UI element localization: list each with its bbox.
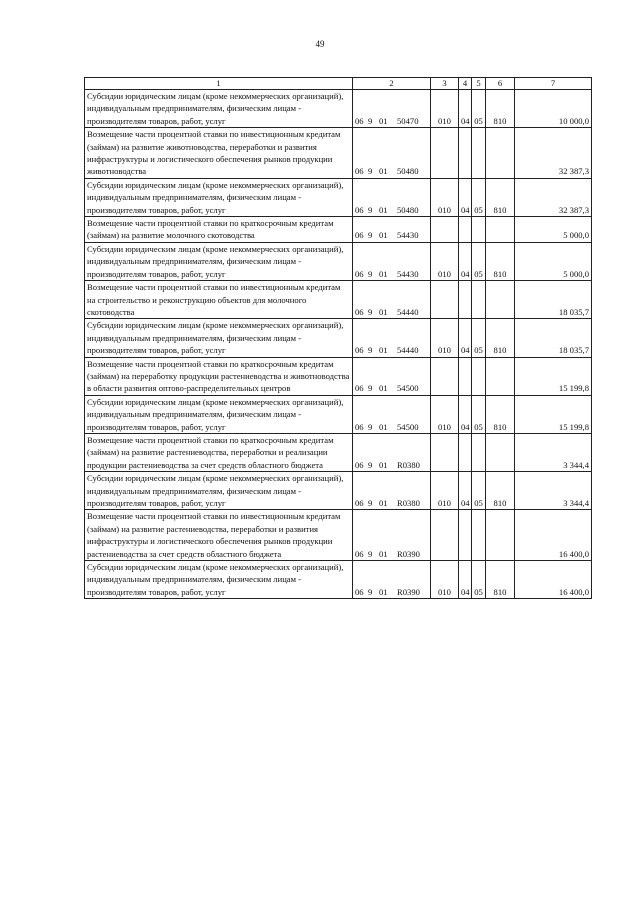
table-row — [85, 217, 592, 243]
row-col-5: 05 — [472, 90, 486, 128]
table-row — [85, 357, 592, 395]
table-row — [85, 281, 592, 319]
row-col-4: 04 — [459, 561, 472, 599]
code-part-4: 54500 — [397, 421, 419, 432]
code-part-3: 01 — [379, 230, 388, 241]
row-col-6 — [486, 281, 515, 319]
code-part-2: 9 — [368, 383, 373, 394]
code-part-3: 01 — [379, 268, 388, 279]
row-name: Субсидии юридическим лицам (кроме некоммерческих организаций), индивидуальным предпринимателям, физическим лицам - производителям товаров, работ, услуг — [85, 472, 353, 510]
code-part-1: 06 — [355, 230, 364, 241]
row-code — [353, 319, 431, 357]
table-row — [85, 319, 592, 357]
row-col-5: 05 — [472, 178, 486, 216]
code-part-2: 9 — [368, 166, 373, 177]
row-amount: 18 035,7 — [515, 319, 592, 357]
row-name: Возмещение части процентной ставки по краткосрочным кредитам (займам) на переработку продукции растениеводства и животноводства в области развития оптово-распределительных центров — [85, 357, 353, 395]
code-part-1: 06 — [355, 459, 364, 470]
code-part-1: 06 — [355, 115, 364, 126]
row-amount: 3 344,4 — [515, 433, 592, 471]
code-part-4: 50480 — [397, 204, 419, 215]
row-amount: 16 400,0 — [515, 510, 592, 561]
row-amount: 16 400,0 — [515, 561, 592, 599]
code-part-1: 06 — [355, 383, 364, 394]
code-part-2: 9 — [368, 459, 373, 470]
code-part-1: 06 — [355, 345, 364, 356]
row-col-5: 05 — [472, 319, 486, 357]
code-part-2: 9 — [368, 548, 373, 559]
row-col-6: 810 — [486, 472, 515, 510]
code-part-1: 06 — [355, 586, 364, 597]
code-part-3: 01 — [379, 306, 388, 317]
code-part-2: 9 — [368, 115, 373, 126]
row-col-4: 04 — [459, 178, 472, 216]
row-col-4 — [459, 217, 472, 243]
row-col-3: 010 — [431, 90, 459, 128]
table-row — [85, 561, 592, 599]
code-part-1: 06 — [355, 548, 364, 559]
code-part-4: R0380 — [397, 459, 420, 470]
row-col-3 — [431, 433, 459, 471]
header-col-2: 2 — [353, 78, 431, 90]
code-part-4: 54430 — [397, 230, 419, 241]
row-amount: 10 000,0 — [515, 90, 592, 128]
code-part-2: 9 — [368, 586, 373, 597]
budget-table — [84, 77, 592, 599]
code-part-2: 9 — [368, 421, 373, 432]
row-col-3: 010 — [431, 395, 459, 433]
code-part-2: 9 — [368, 498, 373, 508]
row-code — [353, 561, 431, 599]
table-row — [85, 395, 592, 433]
row-col-4: 04 — [459, 319, 472, 357]
row-col-3 — [431, 357, 459, 395]
code-part-2: 9 — [368, 345, 373, 356]
code-part-4: R0390 — [397, 548, 420, 559]
row-col-6: 810 — [486, 90, 515, 128]
row-code — [353, 178, 431, 216]
row-col-4 — [459, 281, 472, 319]
row-col-5 — [472, 433, 486, 471]
row-amount: 15 199,8 — [515, 357, 592, 395]
table-row — [85, 90, 592, 128]
row-col-5: 05 — [472, 242, 486, 280]
code-part-1: 06 — [355, 421, 364, 432]
header-col-4: 4 — [459, 78, 472, 90]
row-col-5: 05 — [472, 395, 486, 433]
row-col-3: 010 — [431, 561, 459, 599]
row-code — [353, 242, 431, 280]
row-amount: 18 035,7 — [515, 281, 592, 319]
row-col-6: 810 — [486, 319, 515, 357]
row-col-6 — [486, 128, 515, 179]
code-part-3: 01 — [379, 115, 388, 126]
header-col-1: 1 — [85, 78, 353, 90]
row-amount: 5 000,0 — [515, 242, 592, 280]
row-amount: 32 387,3 — [515, 128, 592, 179]
header-col-6: 6 — [486, 78, 515, 90]
table-row — [85, 178, 592, 216]
row-amount: 15 199,8 — [515, 395, 592, 433]
code-part-4: 50470 — [397, 115, 419, 126]
row-code — [353, 510, 431, 561]
row-amount: 32 387,3 — [515, 178, 592, 216]
code-part-4: 54430 — [397, 268, 419, 279]
row-amount: 3 344,4 — [515, 472, 592, 510]
row-col-5: 05 — [472, 561, 486, 599]
row-col-3 — [431, 510, 459, 561]
row-col-4 — [459, 357, 472, 395]
row-name: Субсидии юридическим лицам (кроме некоммерческих организаций), индивидуальным предпринимателям, физическим лицам - производителям товаров, работ, услуг — [85, 319, 353, 357]
table-row — [85, 472, 592, 510]
row-col-6: 810 — [486, 242, 515, 280]
row-code — [353, 395, 431, 433]
row-code — [353, 472, 431, 510]
table-row — [85, 242, 592, 280]
code-part-1: 06 — [355, 166, 364, 177]
row-col-4: 04 — [459, 90, 472, 128]
table-header-row — [85, 78, 592, 90]
row-col-3: 010 — [431, 472, 459, 510]
code-part-4: R0380 — [397, 498, 420, 508]
code-part-2: 9 — [368, 268, 373, 279]
row-code — [353, 128, 431, 179]
row-name: Возмещение части процентной ставки по инвестиционным кредитам на строительство и реконструкцию объектов для молочного скотоводства — [85, 281, 353, 319]
row-amount: 5 000,0 — [515, 217, 592, 243]
code-part-1: 06 — [355, 498, 364, 508]
row-code — [353, 433, 431, 471]
row-col-4 — [459, 510, 472, 561]
row-name: Субсидии юридическим лицам (кроме некоммерческих организаций), индивидуальным предпринимателям, физическим лицам - производителям товаров, работ, услуг — [85, 90, 353, 128]
row-col-5 — [472, 357, 486, 395]
row-col-4: 04 — [459, 472, 472, 510]
row-col-5 — [472, 217, 486, 243]
row-col-5 — [472, 128, 486, 179]
code-part-4: 54440 — [397, 345, 419, 356]
code-part-4: 54500 — [397, 383, 419, 394]
row-name: Возмещение части процентной ставки по инвестиционным кредитам (займам) на развитие животноводства, переработки и развития инфраструктуры и логистического обеспечения рынков продукции животноводства — [85, 128, 353, 179]
row-col-4 — [459, 433, 472, 471]
row-col-4: 04 — [459, 242, 472, 280]
row-col-6 — [486, 433, 515, 471]
code-part-3: 01 — [379, 548, 388, 559]
code-part-4: 50480 — [397, 166, 419, 177]
code-part-3: 01 — [379, 204, 388, 215]
code-part-2: 9 — [368, 306, 373, 317]
code-part-2: 9 — [368, 204, 373, 215]
code-part-1: 06 — [355, 204, 364, 215]
code-part-3: 01 — [379, 421, 388, 432]
table-row — [85, 128, 592, 179]
row-name: Субсидии юридическим лицам (кроме некоммерческих организаций), индивидуальным предпринимателям, физическим лицам - производителям товаров, работ, услуг — [85, 242, 353, 280]
row-col-6: 810 — [486, 561, 515, 599]
row-col-6 — [486, 217, 515, 243]
header-col-3: 3 — [431, 78, 459, 90]
row-col-3 — [431, 128, 459, 179]
row-col-6: 810 — [486, 178, 515, 216]
row-name: Субсидии юридическим лицам (кроме некоммерческих организаций), индивидуальным предпринимателям, физическим лицам - производителям товаров, работ, услуг — [85, 178, 353, 216]
code-part-3: 01 — [379, 459, 388, 470]
row-name: Субсидии юридическим лицам (кроме некоммерческих организаций), индивидуальным предпринимателям, физическим лицам - производителям товаров, работ, услуг — [85, 561, 353, 599]
row-col-4 — [459, 128, 472, 179]
row-name: Возмещение части процентной ставки по краткосрочным кредитам (займам) на развитие растениеводства, переработки и реализации продукции растениеводства за счет средств областного бюджета — [85, 433, 353, 471]
row-col-3 — [431, 281, 459, 319]
row-name: Возмещение части процентной ставки по инвестиционным кредитам (займам) на развитие растениеводства, переработки и развития инфраструктуры и логистического обеспечения рынков продукции растениеводства за счет средств областного бюджета — [85, 510, 353, 561]
row-code — [353, 357, 431, 395]
code-part-1: 06 — [355, 306, 364, 317]
code-part-3: 01 — [379, 498, 388, 508]
row-name: Субсидии юридическим лицам (кроме некоммерческих организаций), индивидуальным предпринимателям, физическим лицам - производителям товаров, работ, услуг — [85, 395, 353, 433]
row-col-3: 010 — [431, 242, 459, 280]
code-part-4: R0390 — [397, 586, 420, 597]
code-part-3: 01 — [379, 586, 388, 597]
row-col-6 — [486, 357, 515, 395]
row-code — [353, 281, 431, 319]
code-part-3: 01 — [379, 383, 388, 394]
header-col-5: 5 — [472, 78, 486, 90]
row-col-6: 810 — [486, 395, 515, 433]
table-row — [85, 510, 592, 561]
row-name: Возмещение части процентной ставки по краткосрочным кредитам (займам) на развитие молочного скотоводства — [85, 217, 353, 243]
row-code — [353, 217, 431, 243]
row-col-5: 05 — [472, 472, 486, 510]
row-col-3: 010 — [431, 319, 459, 357]
row-code — [353, 90, 431, 128]
code-part-3: 01 — [379, 345, 388, 356]
row-col-5 — [472, 510, 486, 561]
header-col-7: 7 — [515, 78, 592, 90]
row-col-5 — [472, 281, 486, 319]
row-col-6 — [486, 510, 515, 561]
code-part-3: 01 — [379, 166, 388, 177]
page-number: 49 — [315, 39, 325, 49]
row-col-3: 010 — [431, 178, 459, 216]
code-part-1: 06 — [355, 268, 364, 279]
code-part-4: 54440 — [397, 306, 419, 317]
row-col-4: 04 — [459, 395, 472, 433]
row-col-3 — [431, 217, 459, 243]
table-row — [85, 433, 592, 471]
code-part-2: 9 — [368, 230, 373, 241]
